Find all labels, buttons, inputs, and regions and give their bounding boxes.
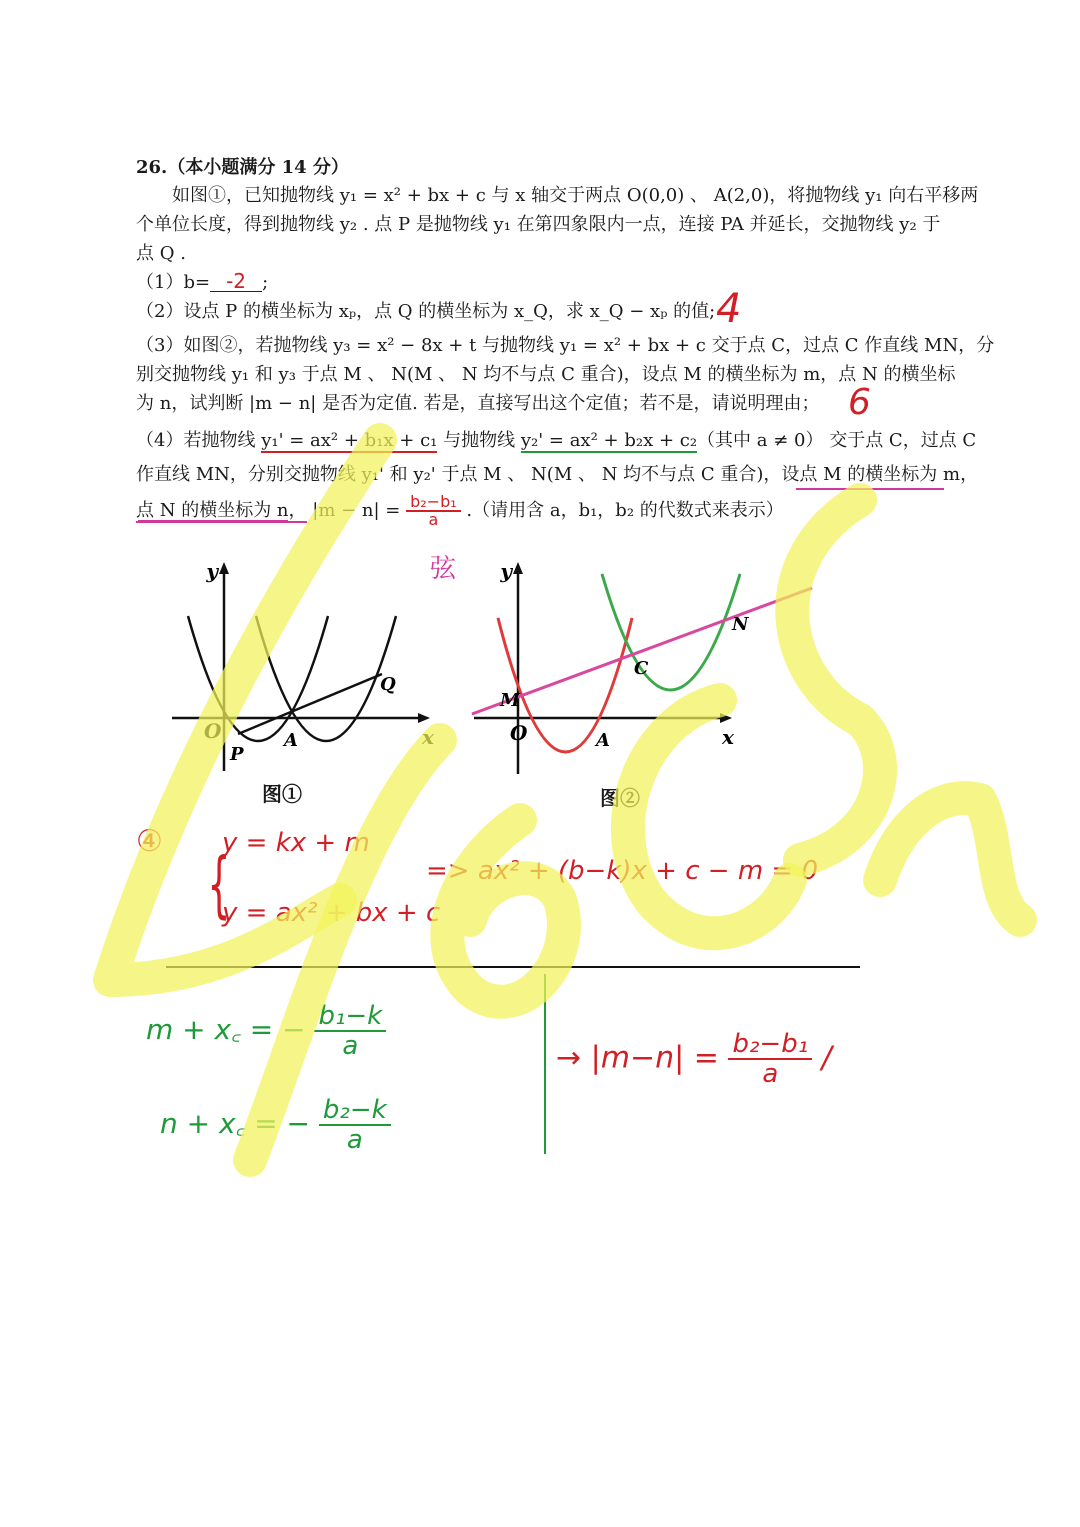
q3-answer: 6 — [848, 382, 871, 423]
q4-answer-den: a — [428, 510, 439, 529]
system-eq-2: y = ax² + bx + c — [222, 898, 441, 928]
intro-line-1: 如图①，已知抛物线 y₁ = x² + bx + c 与 x 轴交于两点 O(0,0) 、 A(2,0)，将抛物线 y₁ 向右平移两 — [172, 185, 979, 206]
figure-2-graph — [470, 556, 820, 780]
fig1-label-x: x — [422, 725, 434, 749]
fig2-label-C: C — [634, 658, 649, 679]
green-eq-1-num: b₁−k — [314, 1002, 386, 1032]
question-4-line-2: 作直线 MN，分别交抛物线 y₁' 和 y₂' 于点 M 、 N(M 、 N 均不与点 C 重合)，设点 M 的横坐标为 m， — [136, 464, 979, 485]
figure-2 — [470, 556, 820, 780]
q1-text: （1）b= — [136, 272, 211, 293]
q4-line1-c: （其中 a ≠ 0） 交于点 C，过点 C — [697, 430, 977, 451]
q4-line1-b: 与抛物线 — [437, 430, 521, 451]
question-1 — [136, 270, 956, 296]
question-3-line-3: 为 n，试判断 |m − n| 是否为定值. 若是，直接写出这个定值；若不是，请说明理由； — [136, 393, 820, 414]
q4-line3-a: 点 N 的横坐标为 n， — [136, 500, 307, 521]
pink-underline-m — [796, 488, 944, 490]
figure-1-graph — [168, 556, 438, 776]
fig1-label-y: y — [206, 559, 218, 583]
q1-answer-blank: -2 — [210, 271, 262, 292]
fig2-label-M: M — [500, 690, 520, 711]
fig1-label-A: A — [284, 730, 298, 751]
green-eq-2-fraction — [319, 1096, 391, 1154]
fig2-label-O: O — [510, 721, 528, 745]
result-abs-bar: / — [821, 1040, 832, 1076]
step-4-label: ④ — [136, 824, 163, 859]
divider-line — [166, 966, 860, 968]
figure-1 — [168, 556, 438, 776]
green-eq-1-fraction — [314, 1002, 386, 1060]
q4-abs-expr: |m − n| = — [312, 500, 401, 521]
question-3-line-1: （3）如图②，若抛物线 y₃ = x² − 8x + t 与抛物线 y₁ = x² + bx + c 交于点 C，过点 C 作直线 MN，分 — [136, 335, 995, 356]
fig1-label-O: O — [204, 719, 222, 743]
q4-answer-fraction — [406, 494, 461, 528]
fig1-label-P: P — [230, 744, 244, 765]
green-eq-1-den: a — [342, 1031, 359, 1061]
fig2-label-x: x — [722, 725, 734, 749]
green-eq-1 — [146, 1002, 386, 1060]
green-eq-2-left: n + x꜀ = − — [160, 1107, 310, 1140]
system-eq-1: y = kx + m — [222, 828, 370, 858]
result-den: a — [762, 1059, 779, 1089]
green-eq-2-num: b₂−k — [319, 1096, 391, 1126]
figure-1-caption: 图① — [262, 782, 302, 806]
result-fraction — [728, 1030, 812, 1088]
q1-end: ; — [262, 272, 269, 293]
system-brace: { — [207, 842, 231, 926]
figure-2-caption: 图② — [600, 786, 640, 810]
question-2 — [136, 299, 956, 325]
q4-eq2: y₂' = ax² + b₂x + c₂ — [520, 430, 698, 451]
result-eq-left: → |m−n| = — [556, 1040, 719, 1076]
green-eq-1-left: m + x꜀ = − — [146, 1013, 306, 1046]
result-num: b₂−b₁ — [728, 1030, 812, 1060]
q2-text: （2）设点 P 的横坐标为 xₚ，点 Q 的横坐标为 x_Q，求 x_Q − xₚ 的值; — [136, 301, 716, 322]
pink-underline — [138, 520, 288, 522]
result-eq — [556, 1030, 832, 1088]
fig2-label-A: A — [596, 730, 610, 751]
fig2-label-y: y — [500, 559, 512, 583]
q4-line1-a: （4）若抛物线 — [136, 430, 262, 451]
q4-line3-c: .（请用含 a，b₁，b₂ 的代数式来表示） — [466, 500, 784, 521]
chord-note: 弦 — [430, 554, 457, 584]
q4-eq1: y₁' = ax² + b₁x + c₁ — [261, 430, 438, 451]
fig2-label-N: N — [732, 614, 749, 635]
intro-line-3: 点 Q . — [136, 243, 186, 264]
q2-answer: 4 — [716, 286, 742, 332]
fig1-label-Q: Q — [380, 674, 396, 695]
problem-title: 26.（本小题满分 14 分） — [136, 157, 349, 178]
question-4-line-1 — [136, 428, 977, 454]
quadratic-eq: => ax² + (b−k)x + c − m = 0 — [426, 856, 819, 886]
q4-answer-num: b₂−b₁ — [406, 494, 461, 512]
question-3-line-2: 别交抛物线 y₁ 和 y₃ 于点 M 、 N(M 、 N 均不与点 C 重合)，设点 M 的横坐标为 m，点 N 的横坐标 — [136, 364, 956, 385]
intro-line-2: 个单位长度，得到抛物线 y₂ . 点 P 是抛物线 y₁ 在第四象限内一点，连接 PA 并延长，交抛物线 y₂ 于 — [136, 214, 941, 235]
green-eq-2-den: a — [346, 1125, 363, 1155]
green-vertical-line — [544, 974, 546, 1154]
question-4-line-3 — [136, 494, 956, 528]
green-eq-2 — [160, 1096, 391, 1154]
